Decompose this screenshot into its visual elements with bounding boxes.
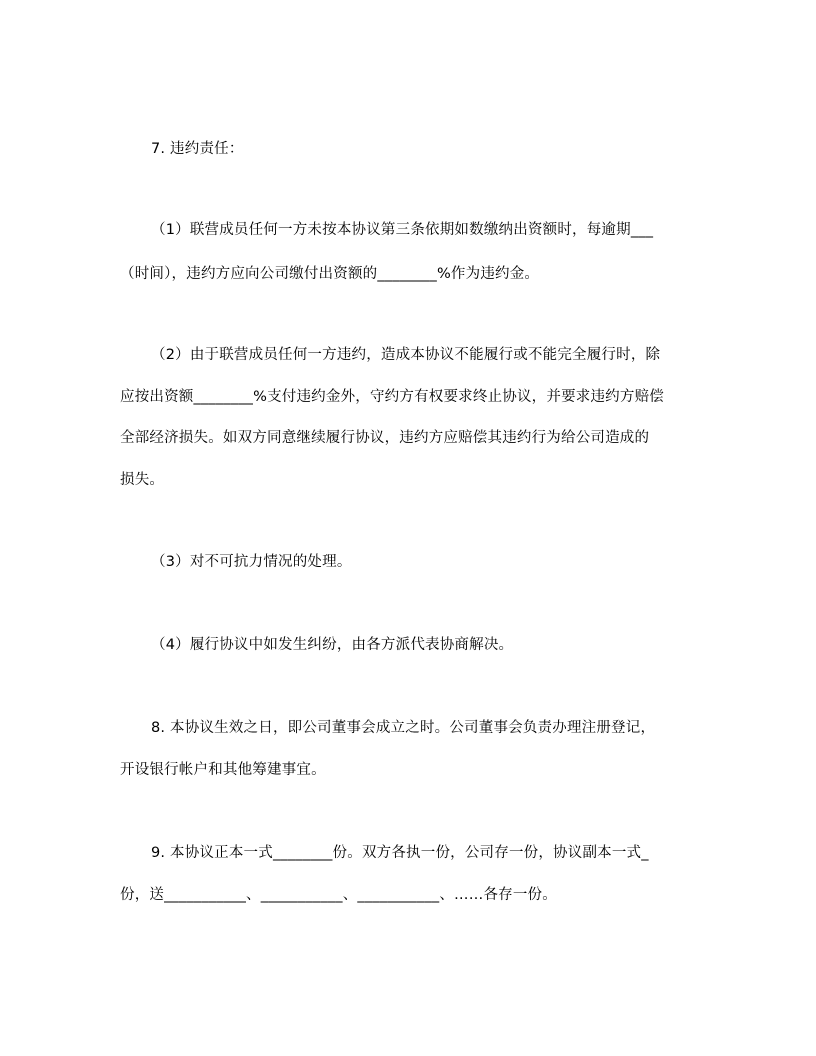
section-7-heading: 7. 违约责任： [151, 141, 244, 157]
clause-7-1-line-1: （1）联营成员任何一方未按本协议第三条依期如数缴纳出资额时，每逾期___ [151, 222, 654, 238]
clause-7-1-line-2: （时间），违约方应向公司缴付出资额的________%作为违约金。 [120, 266, 540, 282]
clause-7-4: （4）履行协议中如发生纠纷，由各方派代表协商解决。 [151, 637, 514, 653]
clause-7-2-line-1: （2）由于联营成员任何一方违约，造成本协议不能履行或不能完全履行时，除 [151, 347, 661, 363]
section-8-line-2: 开设银行帐户和其他筹建事宜。 [120, 762, 326, 778]
section-9-line-1: 9. 本协议正本一式________份。双方各执一份，公司存一份，协议副本一式_ [151, 845, 649, 861]
clause-7-2-line-4: 损失。 [120, 472, 165, 488]
section-9-line-2: 份，送___________、___________、___________、……各存一份。 [120, 887, 557, 903]
clause-7-2-line-2: 应按出资额________%支付违约金外，守约方有权要求终止协议，并要求违约方赔偿 [120, 389, 664, 405]
clause-7-2-line-3: 全部经济损失。如双方同意继续履行协议，违约方应赔偿其违约行为给公司造成的 [120, 430, 650, 446]
section-8-line-1: 8. 本协议生效之日，即公司董事会成立之时。公司董事会负责办理注册登记， [151, 720, 656, 736]
clause-7-3: （3）对不可抗力情况的处理。 [151, 554, 352, 570]
